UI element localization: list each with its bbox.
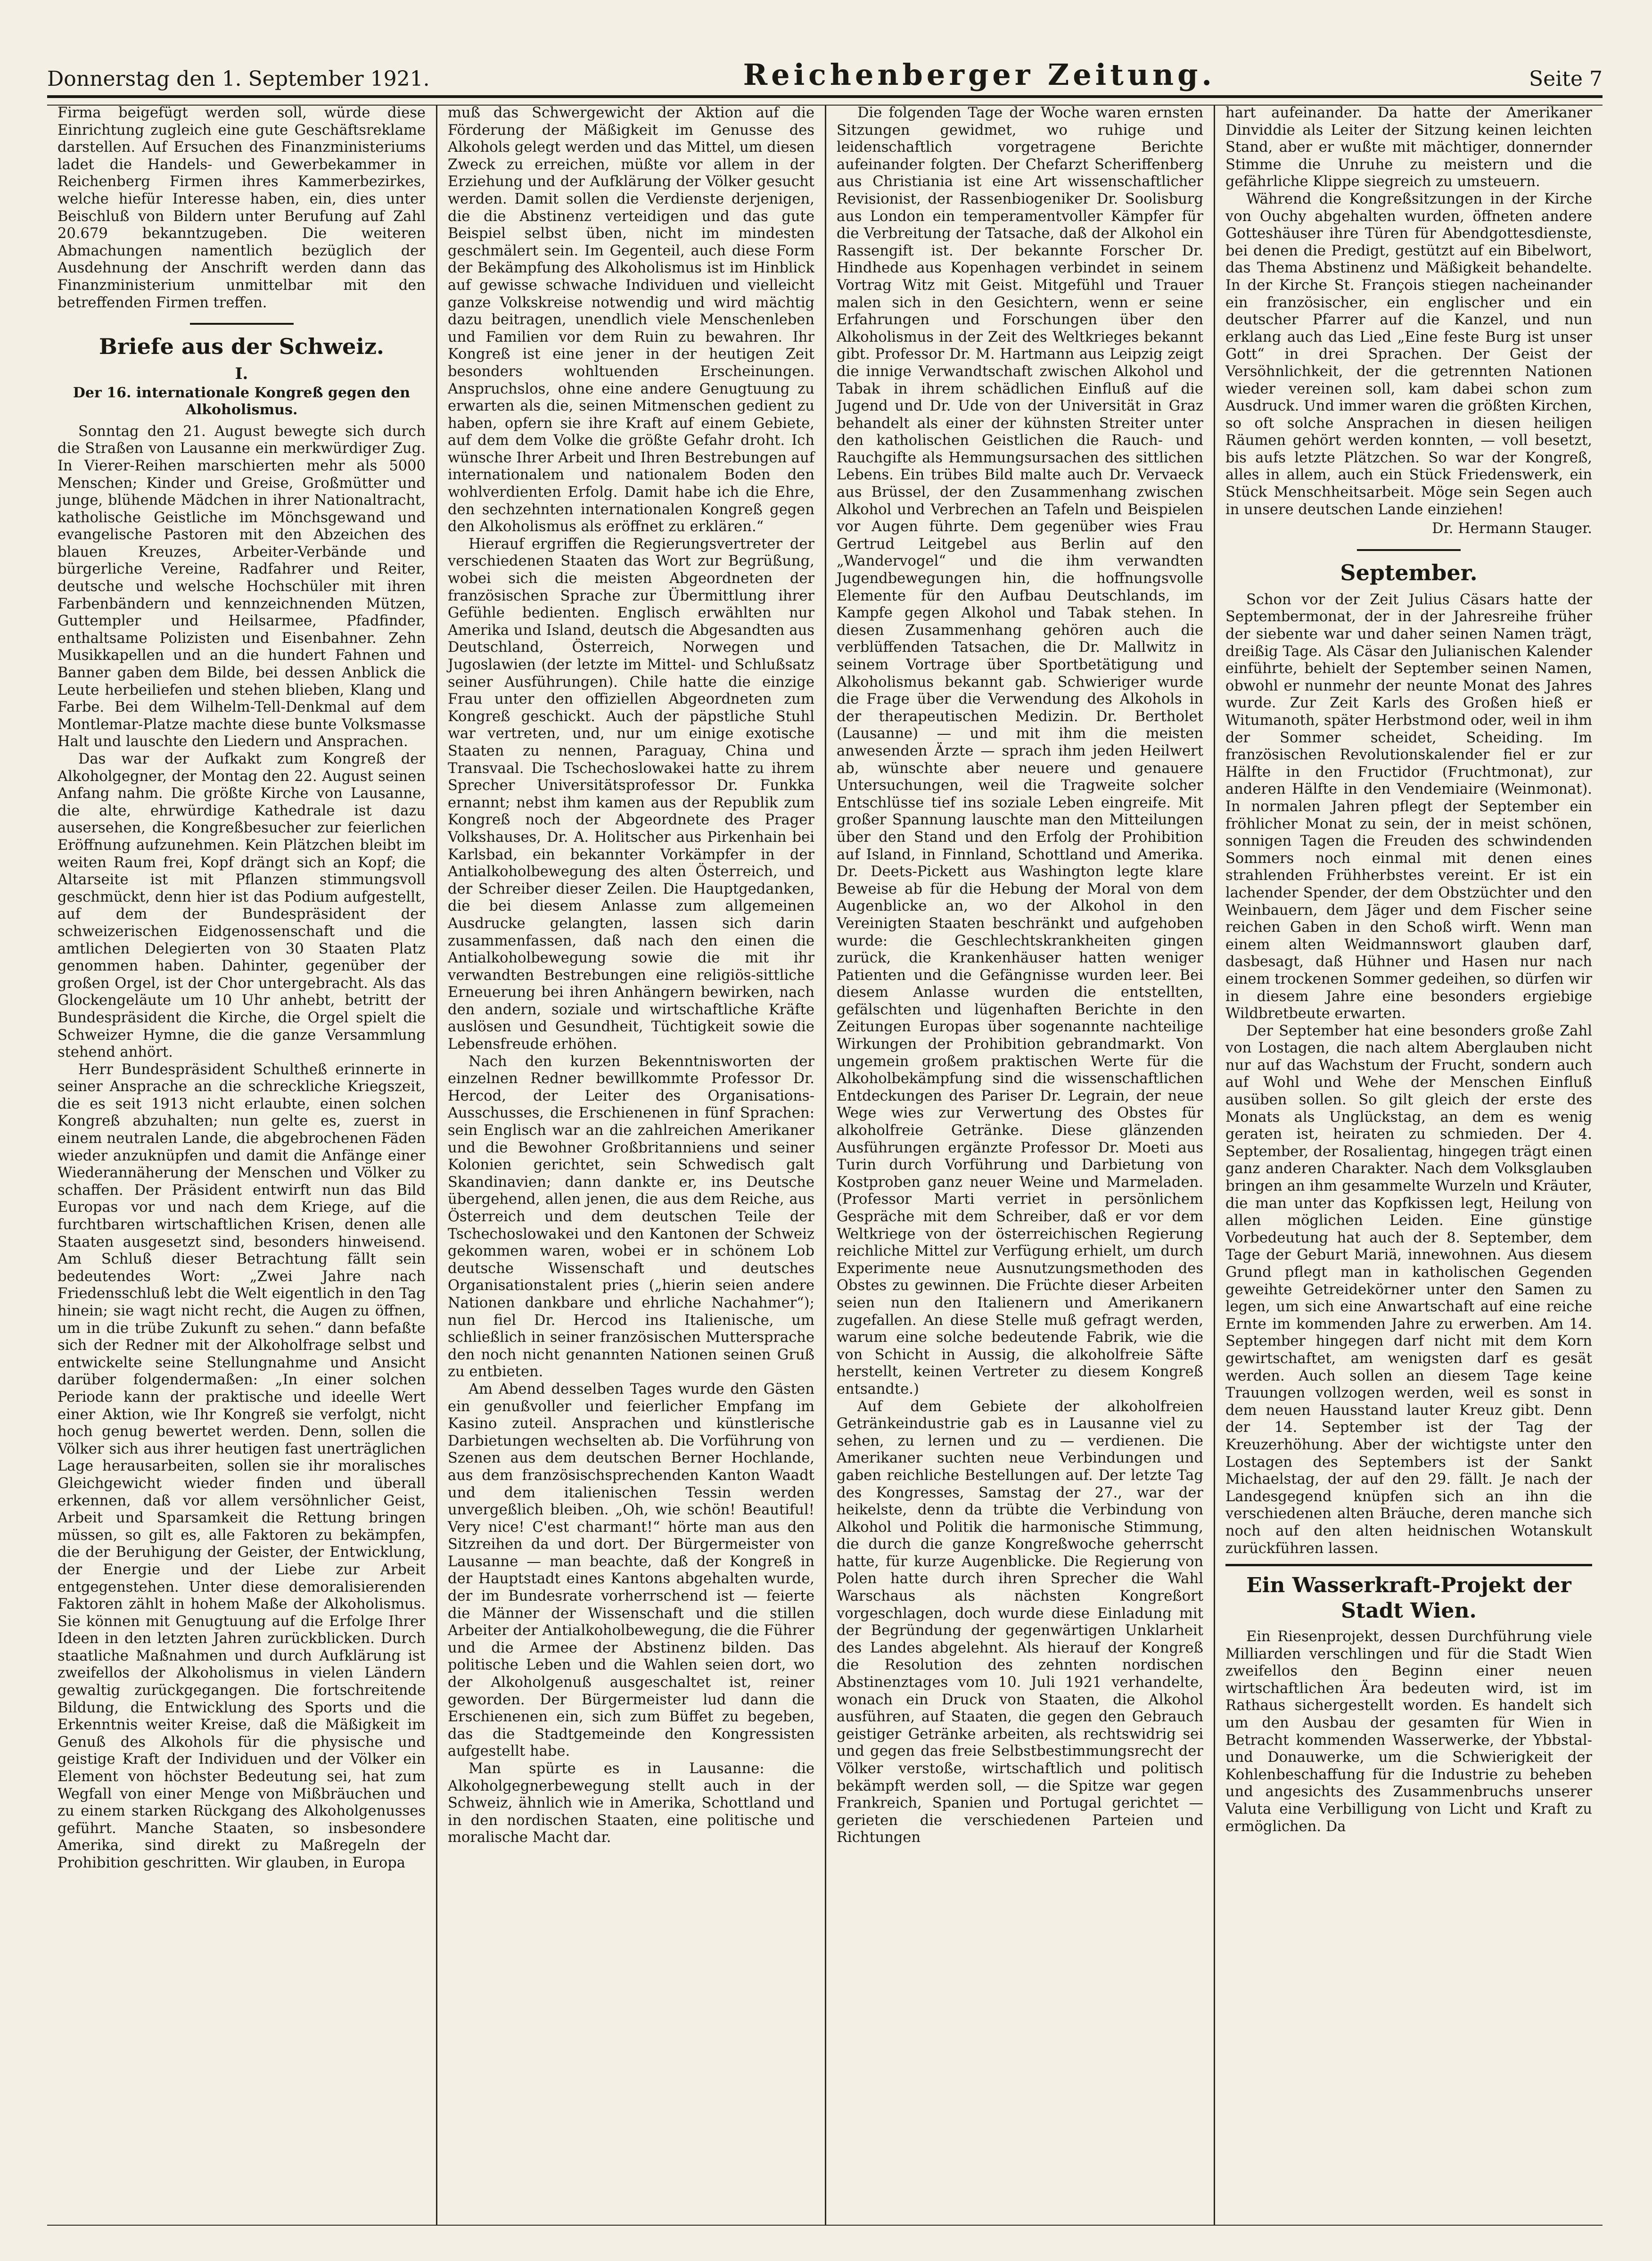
- paragraph: Die folgenden Tage der Woche waren ernsten Sitzungen gewidmet, wo ruhige und leidenschaftlich vorgetragene Berichte aufeinander folgten. Der Chefarzt Scheriffenberg aus Christiania ist eine Art wissenschaftlicher Revisionist, der Rassenbiogeniker Dr. Soolisburg aus London ein temperamentvoller Kämpfer für die Verbreitung der Tatsache, daß der Alkohol ein Rassengift ist. Der bekannte Forscher Dr. Hindhede aus Kopenhagen verbindet in seinem Vortrag Witz mit Geist. Mitgefühl und Trauer malen sich in den Gesichtern, wenn er seine Erfahrungen und Forschungen über den Alkoholismus in der Zeit des Weltkrieges bekannt gibt. Professor Dr. M. Hartmann aus Leipzig zeigt die innige Verwandtschaft zwischen Alkohol und Tabak in ihrem schädlichen Einfluß auf die Jugend und Dr. Ude von der Universität in Graz behandelt als einer der kühnsten Streiter unter den katholischen Geistlichen die Rauch- und Rauchgifte als Hemmungsursachen des sittlichen Lebens. Ein trübes Bild malte auch Dr. Vervaeck aus Brüssel, der den Zusammenhang zwischen Alkohol und Verbrechen an Tafeln und Beispielen vor Augen führte. Dem gegenüber wies Frau Gertrud Leitgebel aus Berlin auf den „Wandervogel“ und die ihm verwandten Jugendbewegungen hin, die hoffnungsvolle Elemente für den Aufbau Deutschlands, im Kampfe gegen Alkohol und Tabak stehen. In diesen Zusammenhang gehören auch die verblüffenden Tatsachen, die Dr. Mallwitz in seinem Vortrage über Sportbetätigung und Alkoholismus bekannt gab. Schwieriger wurde die Frage über die Verwendung des Alkohols in der therapeutischen Medizin. Dr. Bertholet (Lausanne) — und mit ihm die meisten anwesenden Ärzte — sprach ihm jeden Heilwert ab, wünschte aber neuere und genauere Untersuchungen, weil die Tragweite solcher Entschlüsse tief ins soziale Leben eingreife. Mit großer Spannung lauschte man den Mitteilungen über den Stand und den Erfolg der Prohibition auf Island, in Finnland, Schottland und Amerika. Dr. Deets-Pickett aus Washington legte klare Beweise ab für die Hebung der Moral von dem Augenblicke an, wo der Alkohol in den Vereinigten Staaten beschränkt und aufgehoben wurde: die Geschlechtskrankheiten gingen zurück, die Krankenhäuser hatten weniger Patienten und die Gefängnisse wurden leer. Bei diesem Anlasse wurden die entstellten, gefälschten und lügenhaften Berichte in den Zeitungen Europas über sogenannte nachteilige Wirkungen der Prohibition gebrandmarkt. Von ungemein großem praktischen Werte für die Alkoholbekämpfung sind die wissenschaftlichen Entdeckungen des Pariser Dr. Legrain, der neue Wege wies zur Verwertung des Obstes für alkoholfreie Getränke. Diese glänzenden Ausführungen ergänzte Professor Dr. Moeti aus Turin durch Vorführung und Darbietung von Kostproben ganz neuer Weine und Marmeladen. (Professor Marti verriet in persönlichem Gespräche mit dem Schreiber, daß er vor dem Weltkriege von der österreichischen Regierung reichliche Mittel zur Verfügung erhielt, um durch Experimente neue Ausnutzungsmethoden des Obstes zu gewinnen. Die Früchte dieser Arbeiten seien nun den Italienern und Amerikanern zugefallen. An diese Stelle muß gefragt werden, warum eine solche bedeutende Fabrik, wie die von Schicht in Aussig, die alkoholfreie Säfte herstellt, keinen Vertreter zu diesem Kongreß entsandte.): [837, 105, 1203, 1398]
- columns: [47, 105, 1603, 2226]
- column-1: [47, 105, 436, 2226]
- paragraph: Herr Bundespräsident Schultheß erinnerte in seiner Ansprache an die schreckliche Kriegszeit, die es seit 1913 nicht erlaubte, einen solchen Kongreß abzuhalten; nun gelte es, zuerst in einem neutralen Lande, die abgebrochenen Fäden wieder anzuknüpfen und damit die Anfänge einer Wiederannäherung der Menschen und Völker zu schaffen. Der Präsident entwirft nun das Bild Europas vor und nach dem Kriege, auf die furchtbaren wirtschaftlichen Krisen, denen alle Staaten ausgesetzt sind, besonders hinweisend. Am Schluß dieser Betrachtung fällt sein bedeutendes Wort: „Zwei Jahre nach Friedensschluß lebt die Welt eigentlich in den Tag hinein; sie wagt nicht recht, die Augen zu öffnen, um in die trübe Zukunft zu sehen.“ dann befaßte sich der Redner mit der Alkoholfrage selbst und entwickelte seine Stellungnahme und Ansicht darüber folgendermaßen: „In einer solchen Periode kann der praktische und ideelle Wert einer Aktion, wie Ihr Kongreß sie verfolgt, nicht hoch genug bewertet werden. Denn, sollen die Völker sich aus ihrer heutigen fast unerträglichen Lage herausarbeiten, sollen sie ihr moralisches Gleichgewicht wieder finden und überall erkennen, daß vor allem versöhnlicher Geist, Arbeit und Sparsamkeit die Rettung bringen müssen, so gilt es, alle Faktoren zu bekämpfen, die der Beruhigung der Geister, der Entwicklung, der Energie und der Liebe zur Arbeit entgegenstehen. Unter diese demoralisierenden Faktoren zählt in hohem Maße der Alkoholismus. Sie können mit Genugtuung auf die Erfolge Ihrer Ideen in den letzten Jahren zurückblicken. Durch staatliche Maßnahmen und durch Aufklärung ist zweifellos der Alkoholismus in vielen Ländern gewaltig zurückgegangen. Die fortschreitende Bildung, die Entwicklung des Sports und die Erkenntnis weiter Kreise, daß die Mäßigkeit im Genuß des Alkohols für die physische und geistige Kraft der Individuen und der Völker ein Element von höchster Bedeutung sei, hat zum Wegfall von einer Menge von Mißbräuchen und zu einem starken Rückgang des Alkoholgenusses geführt. Manche Staaten, so insbesondere Amerika, sind direkt zu Maßregeln der Prohibition geschritten. Wir glauben, in Europa: [58, 1061, 426, 1871]
- paragraph: Hierauf ergriffen die Regierungsvertreter der verschiedenen Staaten das Wort zur Begrüßung, wobei sich die meisten Abgeordneten der französischen Sprache zur Übermittlung ihrer Gefühle bedienten. Englisch erwählten nur Amerika und Island, deutsch die Abgesandten aus Deutschland, Österreich, Norwegen und Jugoslawien (der letzte im Mittel- und Schlußsatz seiner Ausführungen). Chile hatte die einzige Frau unter den offiziellen Abgeordneten zum Kongreß geschickt. Auch der päpstliche Stuhl war vertreten, und, nur um einige exotische Staaten zu nennen, Paraguay, China und Transvaal. Die Tschechoslowakei hatte zu ihrem Sprecher Universitätsprofessor Dr. Funkka ernannt; nebst ihm kamen aus der Republik zum Kongreß noch der Abgeordnete des Prager Volkshauses, Dr. A. Holitscher aus Pirkenhain bei Karlsbad, ein bekannter Vorkämpfer in der Antialkoholbewegung des alten Österreich, und der Schreiber dieser Zeilen. Die Hauptgedanken, die bei diesem Anlasse zum allgemeinen Ausdrucke gelangten, lassen sich darin zusammenfassen, daß nach den einen die Antialkoholbewegung sowie die mit ihr verwandten Bestrebungen eine religiös-sittliche Erneuerung bei ihren Anhängern bewirken, nach den andern, soziale und wirtschaftliche Kräfte auslösen und Gesundheit, Tüchtigkeit sowie die Lebensfreude erhöhen.: [448, 535, 814, 1053]
- section-divider: [190, 323, 294, 325]
- paragraph: Man spürte es in Lausanne: die Alkoholgegnerbewegung stellt auch in der Schweiz, ähnlich wie in Amerika, Schottland und in den nordischen Staaten, eine politische und moralische Macht dar.: [448, 1760, 814, 1846]
- newspaper-page: [47, 52, 1603, 2239]
- paragraph: Ein Riesenprojekt, dessen Durchführung viele Milliarden verschlingen und für die Stadt Wien zweifellos den Beginn einer neuen wirtschaftlichen Ära bedeuten wird, ist im Rathaus sichergestellt worden. Es handelt sich um den Ausbau der gesamten für Wien in Betracht kommenden Wasserwerke, der Ybbstal- und Donauwerke, um die Schwierigkeit der Kohlenbeschaffung für die Industrie zu beheben und angesichts des Zusammenbruchs unserer Valuta eine Verbilligung von Licht und Kraft zu ermöglichen. Da: [1225, 1628, 1592, 1835]
- intro-paragraph: Firma beigefügt werden soll, würde diese Einrichtung zugleich eine gute Geschäftsreklame darstellen. Auf Ersuchen des Finanzministeriums ladet die Handels- und Gewerbekammer in Reichenberg Firmen ihres Kammerbezirkes, welche hiefür Interesse haben, ein, dies unter Beischluß von Bildern unter Berufung auf Zahl 20.679 bekanntzugeben. Die weiteren Abmachungen namentlich bezüglich der Ausdehnung der Anschrift werden dann das Finanzministerium unmittelbar mit den betreffenden Firmen treffen.: [58, 105, 426, 311]
- paragraph: Der September hat eine besonders große Zahl von Lostagen, die nach altem Aberglauben nicht nur auf das Wachstum der Frucht, sondern auch auf Wohl und Wehe der Menschen Einfluß ausüben sollen. So gilt gleich der erste des Monats als Unglückstag, an dem es wenig geraten ist, heiraten zu schmieden. Der 4. September, der Rosalientag, hingegen trägt einen ganz anderen Charakter. Nach dem Volksglauben bringen an ihm gesammelte Wurzeln und Kräuter, die man unter das Kopfkissen legt, Heilung von allen möglichen Leiden. Eine günstige Vorbedeutung hat auch der 8. September, dem Tage der Geburt Mariä, innewohnen. Aus diesem Grund pflegt man in katholischen Gegenden geweihte Getreidekörner unter den Samen zu legen, um sich eine Anwartschaft auf eine reiche Ernte im kommenden Jahre zu erwerben. Am 14. September hingegen darf nicht mit dem Korn gewirtschaftet, am wenigsten darf es gesät werden. Auch sollen an diesem Tage keine Trauungen vollzogen werden, weil es sonst in dem neuen Hausstand lauter Kreuz gibt. Denn der 14. September ist der Tag der Kreuzerhöhung. Aber der wichtigste unter den Lostagen des Septembers ist der Sankt Michaelstag, der auf den 29. fällt. Je nach der Landesgegend knüpfen sich an ihn die verschiedenen alten Bräuche, deren manche sich noch auf den alten heidnischen Wotanskult zurückführen lassen.: [1225, 1022, 1592, 1557]
- paragraph: Während die Kongreßsitzungen in der Kirche von Ouchy abgehalten wurden, öffneten andere Gotteshäuser ihre Türen für Abendgottesdienste, bei denen die Predigt, gestützt auf ein Bibelwort, das Thema Abstinenz und Mäßigkeit behandelte. In der Kirche St. François stiegen nacheinander ein französischer, ein englischer und ein deutscher Pfarrer auf die Kanzel, und nun erklang auch das Lied „Eine feste Burg ist unser Gott“ in drei Sprachen. Der Geist der Versöhnlichkeit, der die getrennten Nationen wieder vereinen soll, kam dabei schon zum Ausdruck. Und immer waren die größten Kirchen, so oft solche Ansprachen in diesen heiligen Räumen gehört werden konnten, — voll besetzt, bis aufs letzte Plätzchen. So war der Kongreß, alles in allem, auch ein Stück Friedenswerk, ein Stück Menschheitsarbeit. Möge sein Segen auch in unsere deutschen Lande einziehen!: [1225, 190, 1592, 518]
- paragraph: hart aufeinander. Da hatte der Amerikaner Dinviddie als Leiter der Sitzung keinen leichten Stand, aber er wußte mit mächtiger, donnernder Stimme die Unruhe zu meistern und die gefährliche Klippe siegreich zu umsteuern.: [1225, 105, 1592, 190]
- article-title-wasserkraft: Ein Wasserkraft-Projekt der Stadt Wien.: [1225, 1564, 1592, 1624]
- masthead: Reichenberger Zeitung.: [743, 58, 1216, 92]
- paragraph: Auf dem Gebiete der alkoholfreien Getränkeindustrie gab es in Lausanne viel zu sehen, zu lernen und zu — verdienen. Die Amerikaner suchten neue Verbindungen und gaben reichliche Bestellungen auf. Der letzte Tag des Kongresses, Samstag der 27., war der heikelste, denn da trübte die Verbindung von Alkohol und Politik die harmonische Stimmung, die durch die ganze Kongreßwoche geherrscht hatte, für kurze Augenblicke. Die Regierung von Polen hatte durch ihren Sprecher die Wahl Warschaus als nächsten Kongreßort vorgeschlagen, doch wurde diese Einladung mit der Begründung der gegenwärtigen Unklarheit des Landes abgelehnt. Als hierauf der Kongreß die Resolution des zehnten nordischen Abstinenztages vom 10. Juli 1921 verhandelte, wonach ein Druck von Staaten, die Alkohol ausführen, auf Staaten, die gegen den Gebrauch geistiger Getränke arbeiten, als rechtswidrig sei und gegen das freie Selbstbestimmungsrecht der Völker verstoße, wirtschaftlich und politisch bekämpft werden soll, — die Spitze war gegen Frankreich, Spanien und Portugal gerichtet — gerieten die verschiedenen Parteien und Richtungen: [837, 1398, 1203, 1846]
- article-subtitle: Der 16. internationale Kongreß gegen den Alkoholismus.: [73, 384, 411, 418]
- author-signature: Dr. Hermann Stauger.: [1432, 520, 1592, 537]
- column-4: [1214, 105, 1603, 2226]
- paragraph: muß das Schwergewicht der Aktion auf die Förderung der Mäßigkeit im Genusse des Alkohols gelegt werden und das Mittel, um diesen Zweck zu erreichen, müßte vor allem in der Erziehung und der Aufklärung der Völker gesucht werden. Damit sollen die Verdienste derjenigen, die die Abstinenz verteidigen und das gute Beispiel selbst üben, nicht im mindesten geschmälert sein. Im Gegenteil, auch diese Form der Bekämpfung des Alkoholismus ist im Hinblick auf gewisse schwache Individuen und vielleicht ganze Volkskreise notwendig und wird mächtig dazu beitragen, unendlich viele Menschenleben und Familien vor dem Ruin zu bewahren. Ihr Kongreß ist eine jener in der heutigen Zeit besonders wohltuenden Erscheinungen. Anspruchslos, ohne eine andere Genugtuung zu erwarten als die, seinen Mitmenschen gedient zu haben, opfern sie ihre Kraft auf einem Gebiete, auf dem dem Volke die größte Gefahr droht. Ich wünsche Ihrer Arbeit und Ihren Bestrebungen auf internationalem und nationalem Boden den wohlverdienten Erfolg. Damit habe ich die Ehre, den sechzehnten internationalen Kongreß gegen den Alkoholismus als eröffnet zu erklären.“: [448, 105, 815, 535]
- page-number: Seite 7: [1529, 67, 1603, 91]
- paragraph: Nach den kurzen Bekenntnisworten der einzelnen Redner bewillkommte Professor Dr. Hercod, der Leiter des Organisations-Ausschusses, die Erschienenen in fünf Sprachen: sein Englisch war an die zahlreichen Amerikaner und die Bewohner Großbritanniens und seiner Kolonien gerichtet, sein Schwedisch galt Skandinavien; dann dankte er, ins Deutsche übergehend, allen jenen, die aus dem Reiche, aus Österreich und dem deutschen Teile der Tschechoslowakei und den Kantonen der Schweiz gekommen waren, wobei er in schönem Lob deutsche Wissenschaft und deutsches Organisationstalent pries („hierin seien andere Nationen dankbare und ehrliche Nachahmer“); nun fiel Dr. Hercod ins Italienische, um schließlich in seiner französischen Muttersprache den noch nicht genannten Nationen seinen Gruß zu entbieten.: [448, 1053, 814, 1381]
- column-3: [825, 105, 1214, 2226]
- article-title-schweiz: Briefe aus der Schweiz.: [99, 334, 384, 360]
- paragraph: Sonntag den 21. August bewegte sich durch die Straßen von Lausanne ein merkwürdiger Zug. In Vierer-Reihen marschierten mehr als 5000 Menschen; Kinder und Greise, Großmütter und junge, blühende Mädchen in ihrer Nationaltracht, katholische Geistliche im Mönchsgewand und evangelische Pastoren mit den Abzeichen des blauen Kreuzes, Arbeiter-Verbände und bürgerliche Vereine, Radfahrer und Reiter, deutsche und welsche Hochschüler mit ihren Farbenbändern und kennzeichnenden Mützen, Guttempler und Heilsarmee, Pfadfinder, enthaltsame Polizisten und Eisenbahner. Zehn Musikkapellen und an die hundert Fahnen und Banner gaben dem Bilde, bei dessen Anblick die Leute herbeiliefen und stehen blieben, Klang und Farbe. Bei dem Wilhelm-Tell-Denkmal auf dem Montlemar-Platze machte diese bunte Volksmasse Halt und lauschte den Liedern und Ansprachen.: [58, 423, 426, 750]
- header-date: Donnerstag den 1. September 1921.: [47, 67, 430, 91]
- paragraph: Das war der Aufkakt zum Kongreß der Alkoholgegner, der Montag den 22. August seinen Anfang nahm. Die größte Kirche von Lausanne, die alte, ehrwürdige Kathedrale ist dazu ausersehen, die Kongreßbesucher zur feierlichen Eröffnung aufzunehmen. Kein Plätzchen bleibt im weiten Raum frei, Kopf drängt sich an Kopf; die Altarseite ist mit Pflanzen stimmungsvoll geschmückt, denn hier ist das Podium aufgestellt, auf dem der Bundespräsident der schweizerischen Eidgenossenschaft und die amtlichen Delegierten von 30 Staaten Platz genommen haben. Dahinter, gegenüber der großen Orgel, ist der Chor untergebracht. Als das Glockengeläute um 10 Uhr anhebt, betritt der Bundespräsident die Kirche, die Orgel spielt die Schweizer Hymne, die die ganze Versammlung stehend anhört.: [58, 751, 426, 1061]
- column-2: [436, 105, 825, 2226]
- article-title-september: September.: [1340, 559, 1478, 585]
- page-header: [47, 52, 1603, 90]
- header-rule: [47, 95, 1603, 98]
- paragraph: Schon vor der Zeit Julius Cäsars hatte der Septembermonat, der in der Jahresreihe früher der siebente war und daher seinen Namen trägt, dreißig Tage. Als Cäsar den Julianischen Kalender einführte, behielt der September seinen Namen, obwohl er nunmehr der neunte Monat des Jahres wurde. Zur Zeit Karls des Großen hieß er Witumanoth, später Herbstmond oder, weil in ihm der Sommer scheidet, Scheiding. Im französischen Revolutionskalender fiel er zur Hälfte in den Fructidor (Fruchtmonat), zur anderen Hälfte in den Vendemiaire (Weinmonat). In normalen Jahren pflegt der September ein fröhlicher Monat zu sein, der in meist schönen, sonnigen Tagen die Freuden des schwindenden Sommers noch einmal mit denen eines strahlenden Frühherbstes vereint. Er ist ein lachender Spender, der dem Obstzüchter und den Weinbauern, dem Jäger und dem Fischer seine reichen Gaben in den Schoß wirft. Wenn man einem alten Weidmannswort glauben darf, dasbesagt, daß Hühner und Hasen nur nach einem trockenen Sommer gedeihen, so dürfen wir in diesem Jahre eine besonders ergiebige Wildbretbeute erwarten.: [1225, 591, 1592, 1022]
- paragraph: Am Abend desselben Tages wurde den Gästen ein genußvoller und feierlicher Empfang im Kasino zuteil. Ansprachen und künstlerische Darbietungen wechselten ab. Die Vorführung von Szenen aus dem deutschen Berner Hochlande, aus dem französischsprechenden Kanton Waadt und dem italienischen Tessin werden unvergeßlich bleiben. „Oh, wie schön! Beautiful! Very nice! C'est charmant!“ hörte man aus den Sitzreihen da und dort. Der Bürgermeister von Lausanne — man beachte, daß der Kongreß in der Hauptstadt eines Kantons abgehalten wurde, der im Bundesrate vorherrschend ist — feierte die Männer der Wissenschaft und die stillen Arbeiter der Antialkoholbewegung, die die Führer und die Armee der Abstinenz bilden. Das politische Leben und die Wahlen seien dort, wo der Alkoholgenuß ausgeschaltet ist, reiner geworden. Der Bürgermeister lud dann die Erschienenen ein, sich zum Büffet zu begeben, das die Stadtgemeinde den Kongressisten aufgestellt habe.: [448, 1381, 814, 1760]
- article-part-number: I.: [235, 364, 248, 384]
- section-divider: [1357, 549, 1461, 551]
